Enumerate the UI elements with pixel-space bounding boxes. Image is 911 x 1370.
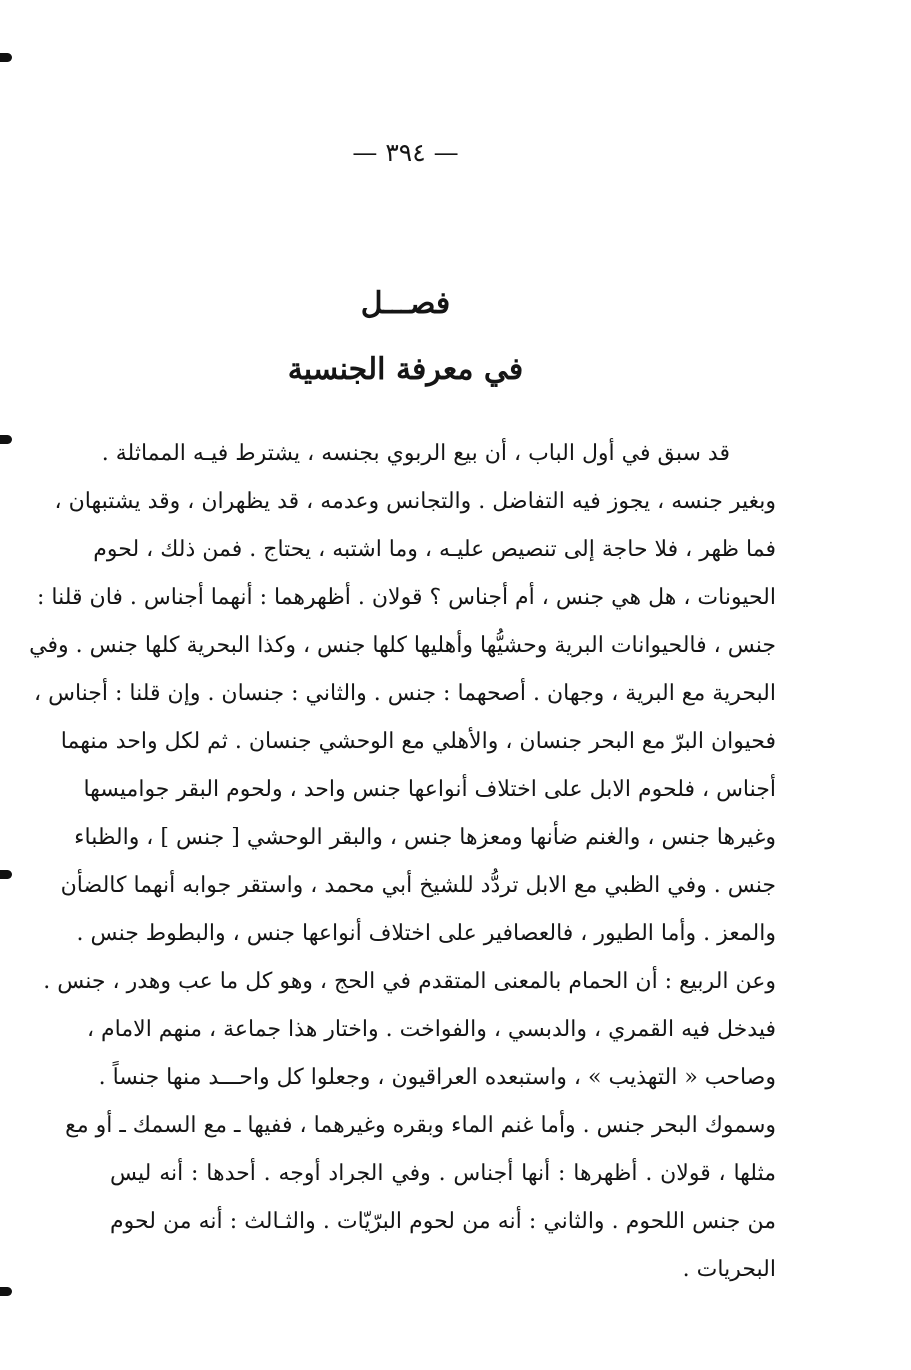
edge-mark-1 bbox=[0, 53, 12, 62]
text-line: وسموك البحر جنس . وأما غنم الماء وبقره وغيرهما ، ففيها ـ مع السمك ـ أو مع bbox=[65, 1113, 776, 1138]
text-line: فيدخل فيه القمري ، والدبسي ، والفواخت . واختار هذا جماعة ، منهم الامام ، bbox=[86, 1017, 776, 1042]
text-line: الحيونات ، هل هي جنس ، أم أجناس ؟ قولان . أظهرهما : أنهما أجناس . فان قلنا : bbox=[37, 585, 776, 610]
edge-mark-2 bbox=[0, 435, 12, 444]
text-line: فما ظهر ، فلا حاجة إلى تنصيص عليـه ، وما اشتبه ، يحتاج . فمن ذلك ، لحوم bbox=[93, 537, 776, 562]
section-heading: فصـــل bbox=[360, 286, 451, 321]
body-text bbox=[29, 430, 776, 1294]
text-line: مثلها ، قولان . أظهرها : أنها أجناس . وفي الجراد أوجه . أحدها : أنه ليس bbox=[110, 1161, 776, 1186]
text-line: فحيوان البرّ مع البحر جنسان ، والأهلي مع الوحشي جنسان . ثم لكل واحد منهما bbox=[60, 729, 776, 754]
text-line: وصاحب « التهذيب » ، واستبعده العراقيون ، وجعلوا كل واحـــد منها جنساً . bbox=[98, 1065, 776, 1090]
text-line: من جنس اللحوم . والثاني : أنه من لحوم البرّيّات . والثـالث : أنه من لحوم bbox=[110, 1209, 776, 1234]
text-line: قد سبق في أول الباب ، أن بيع الربوي بجنسه ، يشترط فيـه المماثلة . bbox=[101, 441, 730, 466]
page-number: — ٣٩٤ — bbox=[352, 138, 459, 167]
text-line: وغيرها جنس ، والغنم ضأنها ومعزها جنس ، والبقر الوحشي [ جنس ] ، والظباء bbox=[74, 825, 776, 850]
text-line: البحرية مع البرية ، وجهان . أصحهما : جنس . والثاني : جنسان . وإن قلنا : أجناس ، bbox=[34, 681, 776, 706]
text-line: البحريات . bbox=[682, 1257, 776, 1282]
text-line: أجناس ، فلحوم الابل على اختلاف أنواعها جنس واحد ، ولحوم البقر جواميسها bbox=[83, 777, 776, 802]
edge-mark-3 bbox=[0, 870, 12, 879]
text-line: وعن الربيع : أن الحمام بالمعنى المتقدم في الحج ، وهو كل ما عب وهدر ، جنس . bbox=[43, 969, 776, 994]
section-subheading: في معرفة الجنسية bbox=[287, 352, 524, 387]
text-line: جنس ، فالحيوانات البرية وحشيُّها وأهليها كلها جنس ، وكذا البحرية كلها جنس . وفي bbox=[29, 633, 776, 658]
text-line: وبغير جنسه ، يجوز فيه التفاضل . والتجانس وعدمه ، قد يظهران ، وقد يشتبهان ، bbox=[54, 489, 776, 514]
text-line: جنس . وفي الظبي مع الابل تردُّد للشيخ أبي محمد ، واستقر جوابه أنهما كالضأن bbox=[60, 873, 776, 898]
text-line: والمعز . وأما الطيور ، فالعصافير على اختلاف أنواعها جنس ، والبطوط جنس . bbox=[76, 921, 776, 946]
edge-mark-4 bbox=[0, 1287, 12, 1296]
